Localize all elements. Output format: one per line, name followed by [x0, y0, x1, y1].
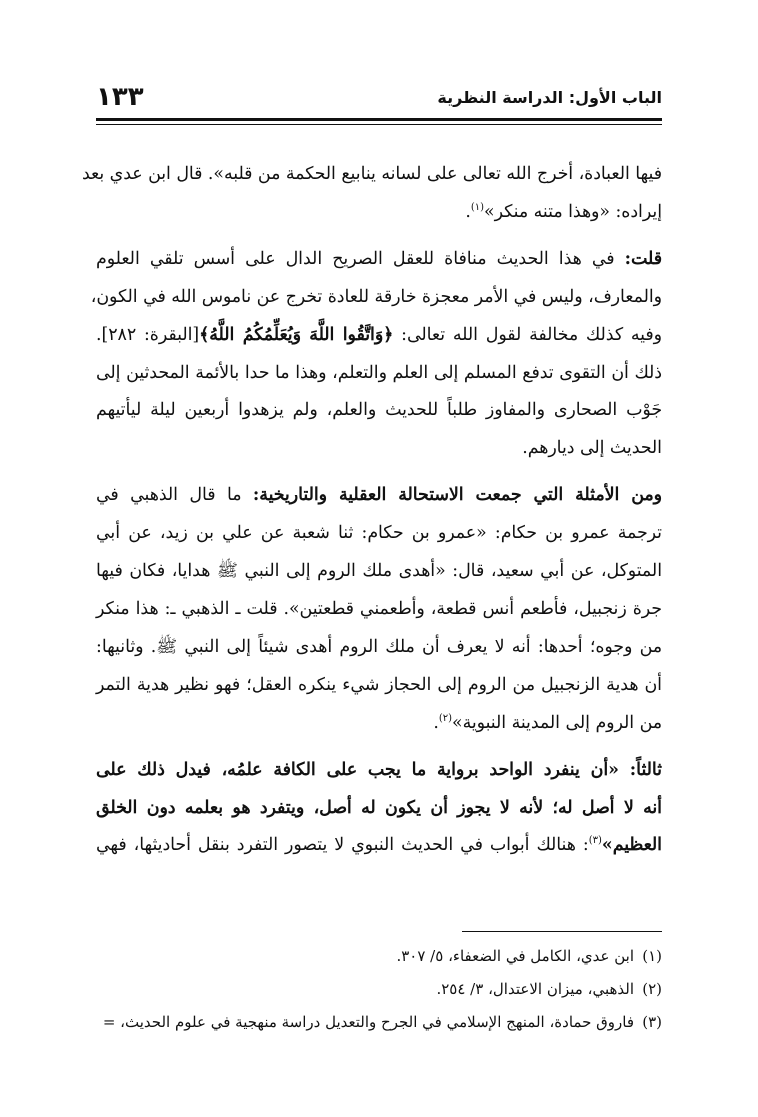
- paragraph-4: [96, 752, 662, 866]
- quran-verse: ﴿وَاتَّقُوا اللَّهَ وَيُعَلِّمُكُمُ اللَّهُ﴾: [199, 324, 394, 345]
- page-number: ١٣٣: [96, 82, 144, 112]
- footnote-text: فاروق حمادة، المنهج الإسلامي في الجرح والتعديل دراسة منهجية في علوم الحديث، =: [102, 1013, 634, 1031]
- quote-text: إيراده: «وهذا متنه منكر»: [484, 201, 662, 222]
- line-rest: في هذا الحديث منافاة للعقل الصريح الدال على أسس تلقي العلوم: [96, 248, 625, 269]
- text-line: [96, 705, 662, 743]
- text-line: ترجمة عمرو بن حكام: «عمرو بن حكام: ثنا شعبة عن علي بن زيد، عن أبي: [96, 523, 662, 544]
- text-line: [96, 317, 662, 355]
- bold-quote-end: العظيم»: [601, 835, 662, 856]
- text-line: والمعارف، وليس في الأمر معجزة خارقة للعادة تخرج عن ناموس الله في الكون،: [90, 286, 662, 307]
- footnote-separator: [462, 931, 662, 932]
- footnote-1: [96, 940, 662, 973]
- footnote-ref-2[interactable]: (٢): [438, 712, 452, 724]
- text-line: [96, 241, 662, 279]
- paragraph-2: [90, 241, 662, 468]
- text-line: أن هدية الزنجبيل من الروم إلى الحجاز شيء ينكره العقل؛ فهو نظير هدية التمر: [96, 674, 662, 695]
- text-line: [96, 827, 662, 865]
- text-line-bold: ثالثاً: «أن ينفرد الواحد برواية ما يجب على الكافة علمُه، فيدل ذلك على: [96, 759, 662, 780]
- line-pre: وفيه كذلك مخالفة لقول الله تعالى:: [393, 324, 662, 345]
- page-header: [96, 84, 662, 118]
- footnote-text: الذهبي، ميزان الاعتدال، ٣/ ٢٥٤.: [436, 980, 634, 998]
- quote-text: من الروم إلى المدينة النبوية»: [452, 712, 662, 733]
- paragraph-1: [81, 156, 662, 232]
- text-line: ذلك أن التقوى تدفع المسلم إلى العلم والتعلم، وهذا ما حدا بالأئمة المحدثين إلى: [96, 362, 662, 383]
- text-line: [96, 194, 662, 232]
- footnote-3: [96, 1006, 662, 1039]
- text-line: [96, 477, 662, 515]
- punctuation: .: [465, 201, 471, 222]
- text-line: فيها العبادة، أخرج الله تعالى على لسانه ينابيع الحكمة من قلبه». قال ابن عدي بعد: [81, 164, 662, 184]
- footnote-ref-3[interactable]: (٣): [588, 835, 602, 847]
- text-line-bold: أنه لا أصل له؛ لأنه لا يجوز أن يكون له أصل، ويتفرد هو بعلمه دون الخلق: [96, 797, 662, 818]
- line-rest: : هنالك أبواب في الحديث النبوي لا يتصور التفرد بنقل أحاديثها، فهي: [96, 835, 589, 856]
- lead-bold: قلت:: [624, 248, 662, 269]
- body-text: [81, 156, 662, 874]
- text-line: المتوكل، عن أبي سعيد، قال: «أهدى ملك الروم إلى النبي ﷺ هدايا، فكان فيها: [96, 561, 662, 582]
- running-title: الباب الأول: الدراسة النظرية: [437, 88, 662, 107]
- footnote-number: (٢): [642, 980, 662, 998]
- surah-ref: [البقرة: ٢٨٢].: [96, 324, 200, 345]
- footnote-number: (٣): [642, 1013, 662, 1031]
- footnotes: [96, 940, 662, 1039]
- text-line: جَوْب الصحارى والمفاوز طلباً للحديث والعلم، ولم يزهدوا أربعين ليلة ليأتيهم: [96, 400, 662, 421]
- line-rest: ما قال الذهبي في: [96, 485, 253, 506]
- footnote-ref-1[interactable]: (١): [470, 202, 485, 214]
- text-line: جرة زنجبيل، فأطعم أنس قطعة، وأطعمني قطعتين». قلت ـ الذهبي ـ: هذا منكر: [96, 598, 662, 619]
- punctuation: .: [433, 712, 439, 733]
- footnote-number: (١): [642, 947, 662, 965]
- lead-bold: ومن الأمثلة التي جمعت الاستحالة العقلية والتاريخية:: [252, 485, 662, 506]
- text-line: الحديث إلى ديارهم.: [522, 438, 662, 459]
- paragraph-3: [96, 477, 662, 742]
- footnote-2: [96, 973, 662, 1006]
- header-rule-thick: [96, 118, 662, 121]
- header-rule-thin: [96, 124, 662, 125]
- footnote-text: ابن عدي، الكامل في الضعفاء، ٥/ ٣٠٧.: [396, 947, 634, 965]
- text-line: من وجوه؛ أحدها: أنه لا يعرف أن ملك الروم أهدى شيئاً إلى النبي ﷺ. وثانيها:: [96, 636, 662, 657]
